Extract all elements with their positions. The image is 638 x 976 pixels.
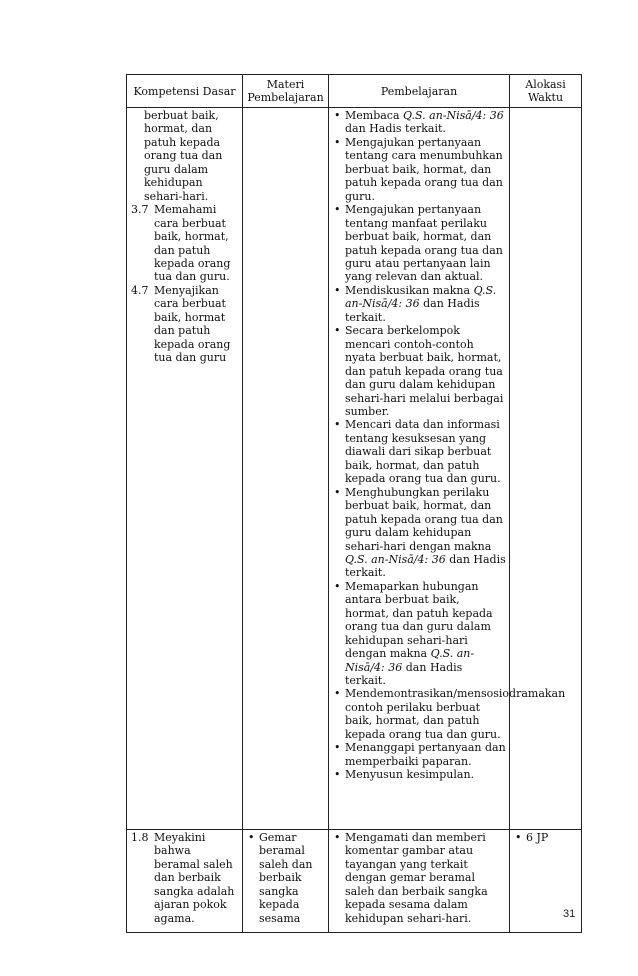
kd-item: 1.8 Meyakini bahwa beramal saleh dan berbaik sangka adalah ajaran pokok agama.	[131, 831, 235, 925]
header-kompetensi-dasar: Kompetensi Dasar	[127, 75, 243, 108]
list-item: • Secara berkelompok mencari contoh-contoh nyata berbuat baik, hormat, dan patuh kepada orang tua dan guru dalam kehidupan sehari-hari melalui berbagai sumber.	[333, 324, 506, 418]
header-alokasi-waktu: Alokasi Waktu	[510, 75, 582, 108]
list-item: • Gemar beramal saleh dan berbaik sangka kepada sesama	[247, 831, 325, 925]
materi-list	[247, 831, 325, 925]
list-item: • Membaca Q.S. an-Nisā/4: 36 dan Hadis terkait.	[333, 109, 506, 136]
pembelajaran-cell	[329, 830, 510, 933]
header-pembelajaran: Pembelajaran	[329, 75, 510, 108]
list-item: • Mendiskusikan makna Q.S. an-Nisā/4: 36 dan Hadis terkait.	[333, 284, 506, 324]
pembelajaran-list	[333, 831, 506, 925]
materi-cell	[243, 830, 329, 933]
pembelajaran-cell	[329, 108, 566, 830]
kd-list	[131, 831, 239, 925]
list-item: • Mengajukan pertanyaan tentang cara menumbuhkan berbuat baik, hormat, dan patuh kepada orang tua dan guru.	[333, 136, 506, 203]
header-materi-pembelajaran: Materi Pembelajaran	[243, 75, 329, 108]
page-number: 31	[563, 908, 576, 920]
kd-cell	[127, 830, 243, 933]
table-row	[127, 830, 582, 933]
kd-item: 4.7 Menyajikan cara berbuat baik, hormat dan patuh kepada orang tua dan guru	[131, 283, 231, 365]
kd-list	[131, 109, 239, 365]
alokasi-cell	[510, 108, 582, 830]
list-item: • Mengajukan pertanyaan tentang manfaat perilaku berbuat baik, hormat, dan patuh kepada orang tua dan guru atau pertanyaan lain yang relevan dan aktual.	[333, 203, 506, 284]
list-item: • Mengamati dan memberi komentar gambar atau tayangan yang terkait dengan gemar beramal saleh dan berbaik sangka kepada sesama dalam kehidupan sehari-hari.	[333, 831, 506, 925]
list-item: • Menghubungkan perilaku berbuat baik, hormat, dan patuh kepada orang tua dan guru dalam kehidupan sehari-hari dengan makna Q.S. an-Nisā/4: 36 dan Hadis terkait.	[333, 486, 506, 580]
header-row	[127, 75, 582, 108]
curriculum-table	[126, 74, 582, 933]
list-item: • 6 JP	[514, 831, 578, 844]
list-item: • Mendemontrasikan/mensosiodramakan contoh perilaku berbuat baik, hormat, dan patuh kepada orang tua dan guru.	[333, 687, 506, 741]
alokasi-list	[514, 831, 578, 844]
list-item: • Memaparkan hubungan antara berbuat baik, hormat, dan patuh kepada orang tua dan guru dalam kehidupan sehari-hari dengan makna Q.S. an-Nisā/4: 36 dan Hadis terkait.	[333, 580, 506, 688]
list-item: • Menyusun kesimpulan.	[333, 768, 506, 781]
table-row	[127, 108, 582, 830]
kd-cell	[127, 108, 243, 830]
pembelajaran-list	[333, 109, 566, 782]
list-item: • Menanggapi pertanyaan dan memperbaiki paparan.	[333, 741, 506, 768]
kd-item: 3.7 Memahami cara berbuat baik, hormat, dan patuh kepada orang tua dan guru.	[131, 203, 231, 284]
kd-item: berbuat baik, hormat, dan patuh kepada orang tua dan guru dalam kehidupan sehari-hari.	[144, 109, 223, 203]
materi-cell	[243, 108, 329, 830]
list-item: • Mencari data dan informasi tentang kesuksesan yang diawali dari sikap berbuat baik, hormat, dan patuh kepada orang tua dan guru.	[333, 418, 506, 485]
